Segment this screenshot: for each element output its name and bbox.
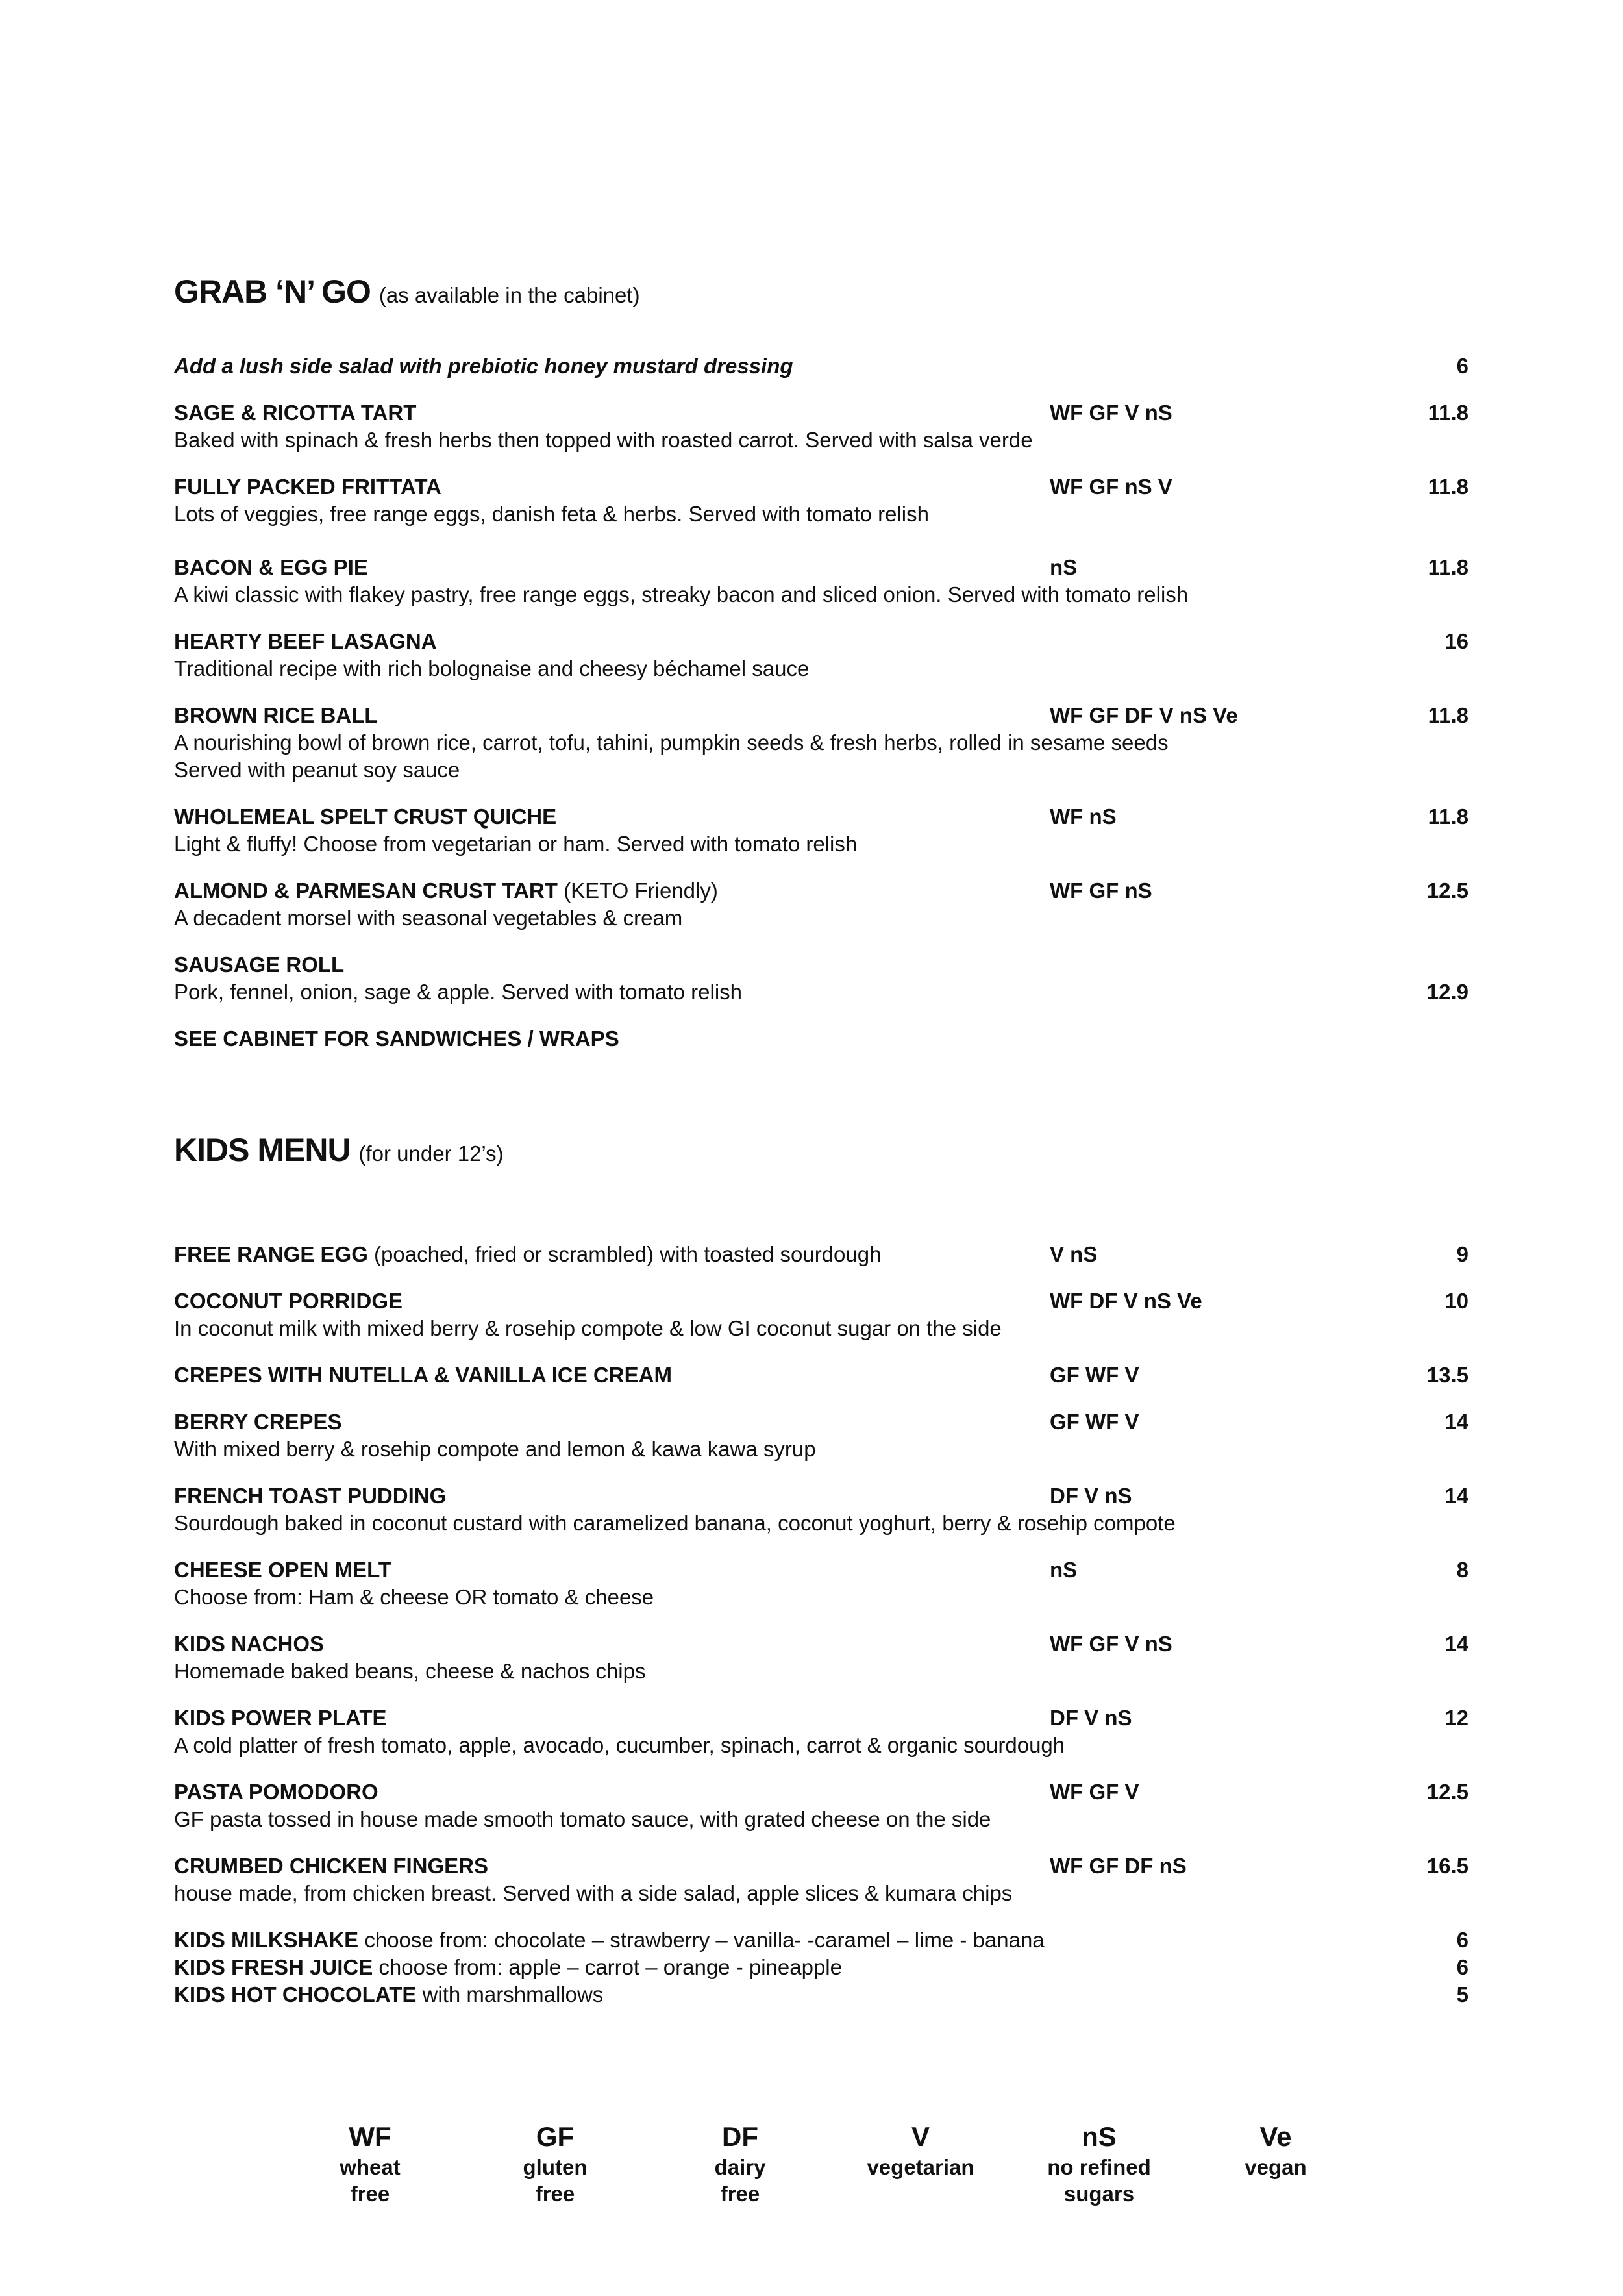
item-price: 14 (1444, 1410, 1468, 1434)
item-tags: nS (1050, 1558, 1078, 1582)
item-description: In coconut milk with mixed berry & rosehip compote & low GI coconut sugar on the side (174, 1316, 1002, 1340)
item-name: BACON & EGG PIE (174, 555, 368, 579)
item-description: Pork, fennel, onion, sage & apple. Served with tomato relish (174, 980, 742, 1004)
item-price: 11.8 (1428, 703, 1468, 727)
legend-code: V (911, 2121, 930, 2152)
item-name: CRUMBED CHICKEN FINGERS (174, 1854, 489, 1878)
item-tags: V nS (1050, 1242, 1098, 1266)
item-price: 11.8 (1428, 475, 1468, 499)
side-salad-text: Add a lush side salad with prebiotic honey mustard dressing (174, 354, 793, 378)
item-name: BERRY CREPES (174, 1410, 342, 1434)
item-description: A nourishing bowl of brown rice, carrot, tofu, tahini, pumpkin seeds & fresh herbs, rolled in sesame seeds (174, 730, 1169, 755)
item-tags: WF GF DF nS (1050, 1854, 1187, 1878)
item-price: 10 (1444, 1289, 1468, 1313)
item-price: 12.9 (1426, 980, 1468, 1004)
drink-line (174, 1982, 603, 2008)
item-price: 12.5 (1426, 879, 1468, 903)
item-price: 14 (1444, 1484, 1468, 1508)
item-price: 16.5 (1426, 1854, 1468, 1878)
item-name: FREE RANGE EGG (174, 1242, 368, 1266)
item-name-line (174, 878, 718, 904)
item-tags: WF GF V (1050, 1780, 1139, 1804)
item-tags: WF GF nS (1050, 879, 1152, 903)
item-price: 14 (1444, 1632, 1468, 1656)
item-tags: nS (1050, 555, 1078, 579)
drink-line (174, 1954, 842, 1980)
legend-code: GF (536, 2121, 575, 2152)
item-description: house made, from chicken breast. Served with a side salad, apple slices & kumara chips (174, 1881, 1013, 1905)
legend-code: DF (722, 2121, 758, 2152)
item-tags: WF GF V nS (1050, 1632, 1172, 1656)
item-description: Lots of veggies, free range eggs, danish feta & herbs. Served with tomato relish (174, 502, 929, 526)
item-price: 16 (1444, 629, 1468, 653)
item-name-line (174, 1242, 881, 1267)
item-price: 11.8 (1428, 555, 1468, 579)
item-tags: DF V nS (1050, 1706, 1132, 1730)
item-description: GF pasta tossed in house made smooth tomato sauce, with grated cheese on the side (174, 1807, 991, 1831)
legend-item-df (656, 2120, 824, 2207)
legend-label: free (720, 2182, 760, 2206)
item-tags: WF nS (1050, 805, 1117, 829)
item-name: CREPES WITH NUTELLA & VANILLA ICE CREAM (174, 1363, 672, 1387)
legend-label: sugars (1063, 2182, 1135, 2206)
item-name-suffix: (poached, fried or scrambled) with toasted sourdough (367, 1242, 882, 1266)
legend-code: nS (1082, 2121, 1117, 2152)
item-description: Light & fluffy! Choose from vegetarian or ham. Served with tomato relish (174, 832, 858, 856)
item-tags: WF GF DF V nS Ve (1050, 703, 1238, 727)
item-price: 11.8 (1428, 401, 1468, 425)
legend-item-wf (286, 2120, 454, 2207)
item-tags: WF DF V nS Ve (1050, 1289, 1202, 1313)
drink-price: 6 (1456, 1955, 1468, 1979)
drink-options: with marshmallows (416, 1982, 604, 2006)
drink-options: choose from: chocolate – strawberry – vanilla- -caramel – lime - banana (358, 1928, 1045, 1952)
item-description: A kiwi classic with flakey pastry, free range eggs, streaky bacon and sliced onion. Served with tomato relish (174, 582, 1189, 606)
item-name: CHEESE OPEN MELT (174, 1558, 391, 1582)
kids-subtitle: (for under 12’s) (358, 1142, 504, 1166)
item-name: WHOLEMEAL SPELT CRUST QUICHE (174, 805, 557, 829)
item-description: A cold platter of fresh tomato, apple, avocado, cucumber, spinach, carrot & organic sourdough (174, 1733, 1065, 1757)
item-name: KIDS NACHOS (174, 1632, 325, 1656)
item-name: SAUSAGE ROLL (174, 953, 345, 977)
item-tags: WF GF nS V (1050, 475, 1172, 499)
legend-item-gf (471, 2120, 639, 2207)
side-salad-price: 6 (1456, 354, 1468, 378)
legend-label: no refined (1047, 2155, 1151, 2179)
kids-heading (174, 1131, 504, 1169)
drink-name: KIDS HOT CHOCOLATE (174, 1982, 417, 2006)
legend-label: gluten (523, 2155, 588, 2179)
legend-code: WF (349, 2121, 391, 2152)
legend-label: wheat (340, 2155, 401, 2179)
item-name: FULLY PACKED FRITTATA (174, 475, 441, 499)
drink-price: 6 (1456, 1928, 1468, 1952)
item-description: Homemade baked beans, cheese & nachos chips (174, 1659, 646, 1683)
item-tags: WF GF V nS (1050, 401, 1172, 425)
item-description: Choose from: Ham & cheese OR tomato & cheese (174, 1585, 654, 1609)
item-name: HEARTY BEEF LASAGNA (174, 629, 437, 653)
dietary-legend (0, 2120, 1623, 2224)
drink-line (174, 1927, 1045, 1953)
legend-item-ve (1191, 2120, 1360, 2180)
item-description: Traditional recipe with rich bolognaise and cheesy béchamel sauce (174, 656, 810, 680)
item-tags: GF WF V (1050, 1410, 1139, 1434)
legend-label: free (535, 2182, 575, 2206)
item-price: 12 (1444, 1706, 1468, 1730)
cabinet-note: SEE CABINET FOR SANDWICHES / WRAPS (174, 1027, 619, 1051)
item-description: Baked with spinach & fresh herbs then topped with roasted carrot. Served with salsa verde (174, 428, 1033, 452)
item-name: BROWN RICE BALL (174, 703, 378, 727)
drink-price: 5 (1456, 1982, 1468, 2006)
item-name: FRENCH TOAST PUDDING (174, 1484, 447, 1508)
legend-item-ns (1015, 2120, 1183, 2207)
legend-code: Ve (1259, 2121, 1292, 2152)
legend-label: vegan (1245, 2155, 1307, 2179)
item-name: ALMOND & PARMESAN CRUST TART (174, 879, 558, 903)
item-name: KIDS POWER PLATE (174, 1706, 387, 1730)
item-description-extra: Served with peanut soy sauce (174, 758, 460, 782)
item-price: 13.5 (1426, 1363, 1468, 1387)
drink-options: choose from: apple – carrot – orange - pineapple (373, 1955, 842, 1979)
item-description: With mixed berry & rosehip compote and lemon & kawa kawa syrup (174, 1437, 816, 1461)
item-name: COCONUT PORRIDGE (174, 1289, 403, 1313)
grab-subtitle: (as available in the cabinet) (378, 283, 640, 307)
item-price: 8 (1456, 1558, 1468, 1582)
legend-item-v (836, 2120, 1005, 2180)
drink-name: KIDS FRESH JUICE (174, 1955, 373, 1979)
kids-title: KIDS MENU (174, 1132, 351, 1168)
legend-label: free (350, 2182, 390, 2206)
grab-title: GRAB ‘N’ GO (174, 273, 371, 310)
item-price: 11.8 (1428, 805, 1468, 829)
legend-label: dairy (714, 2155, 766, 2179)
item-tags: DF V nS (1050, 1484, 1132, 1508)
legend-label: vegetarian (867, 2155, 974, 2179)
item-name: PASTA POMODORO (174, 1780, 378, 1804)
item-description: A decadent morsel with seasonal vegetables & cream (174, 906, 683, 930)
item-price: 9 (1456, 1242, 1468, 1266)
item-price: 12.5 (1426, 1780, 1468, 1804)
grab-heading (174, 273, 640, 310)
item-description: Sourdough baked in coconut custard with caramelized banana, coconut yoghurt, berry & rosehip compote (174, 1511, 1176, 1535)
drink-name: KIDS MILKSHAKE (174, 1928, 359, 1952)
item-tags: GF WF V (1050, 1363, 1139, 1387)
item-name: SAGE & RICOTTA TART (174, 401, 417, 425)
item-name-suffix: (KETO Friendly) (557, 879, 718, 903)
